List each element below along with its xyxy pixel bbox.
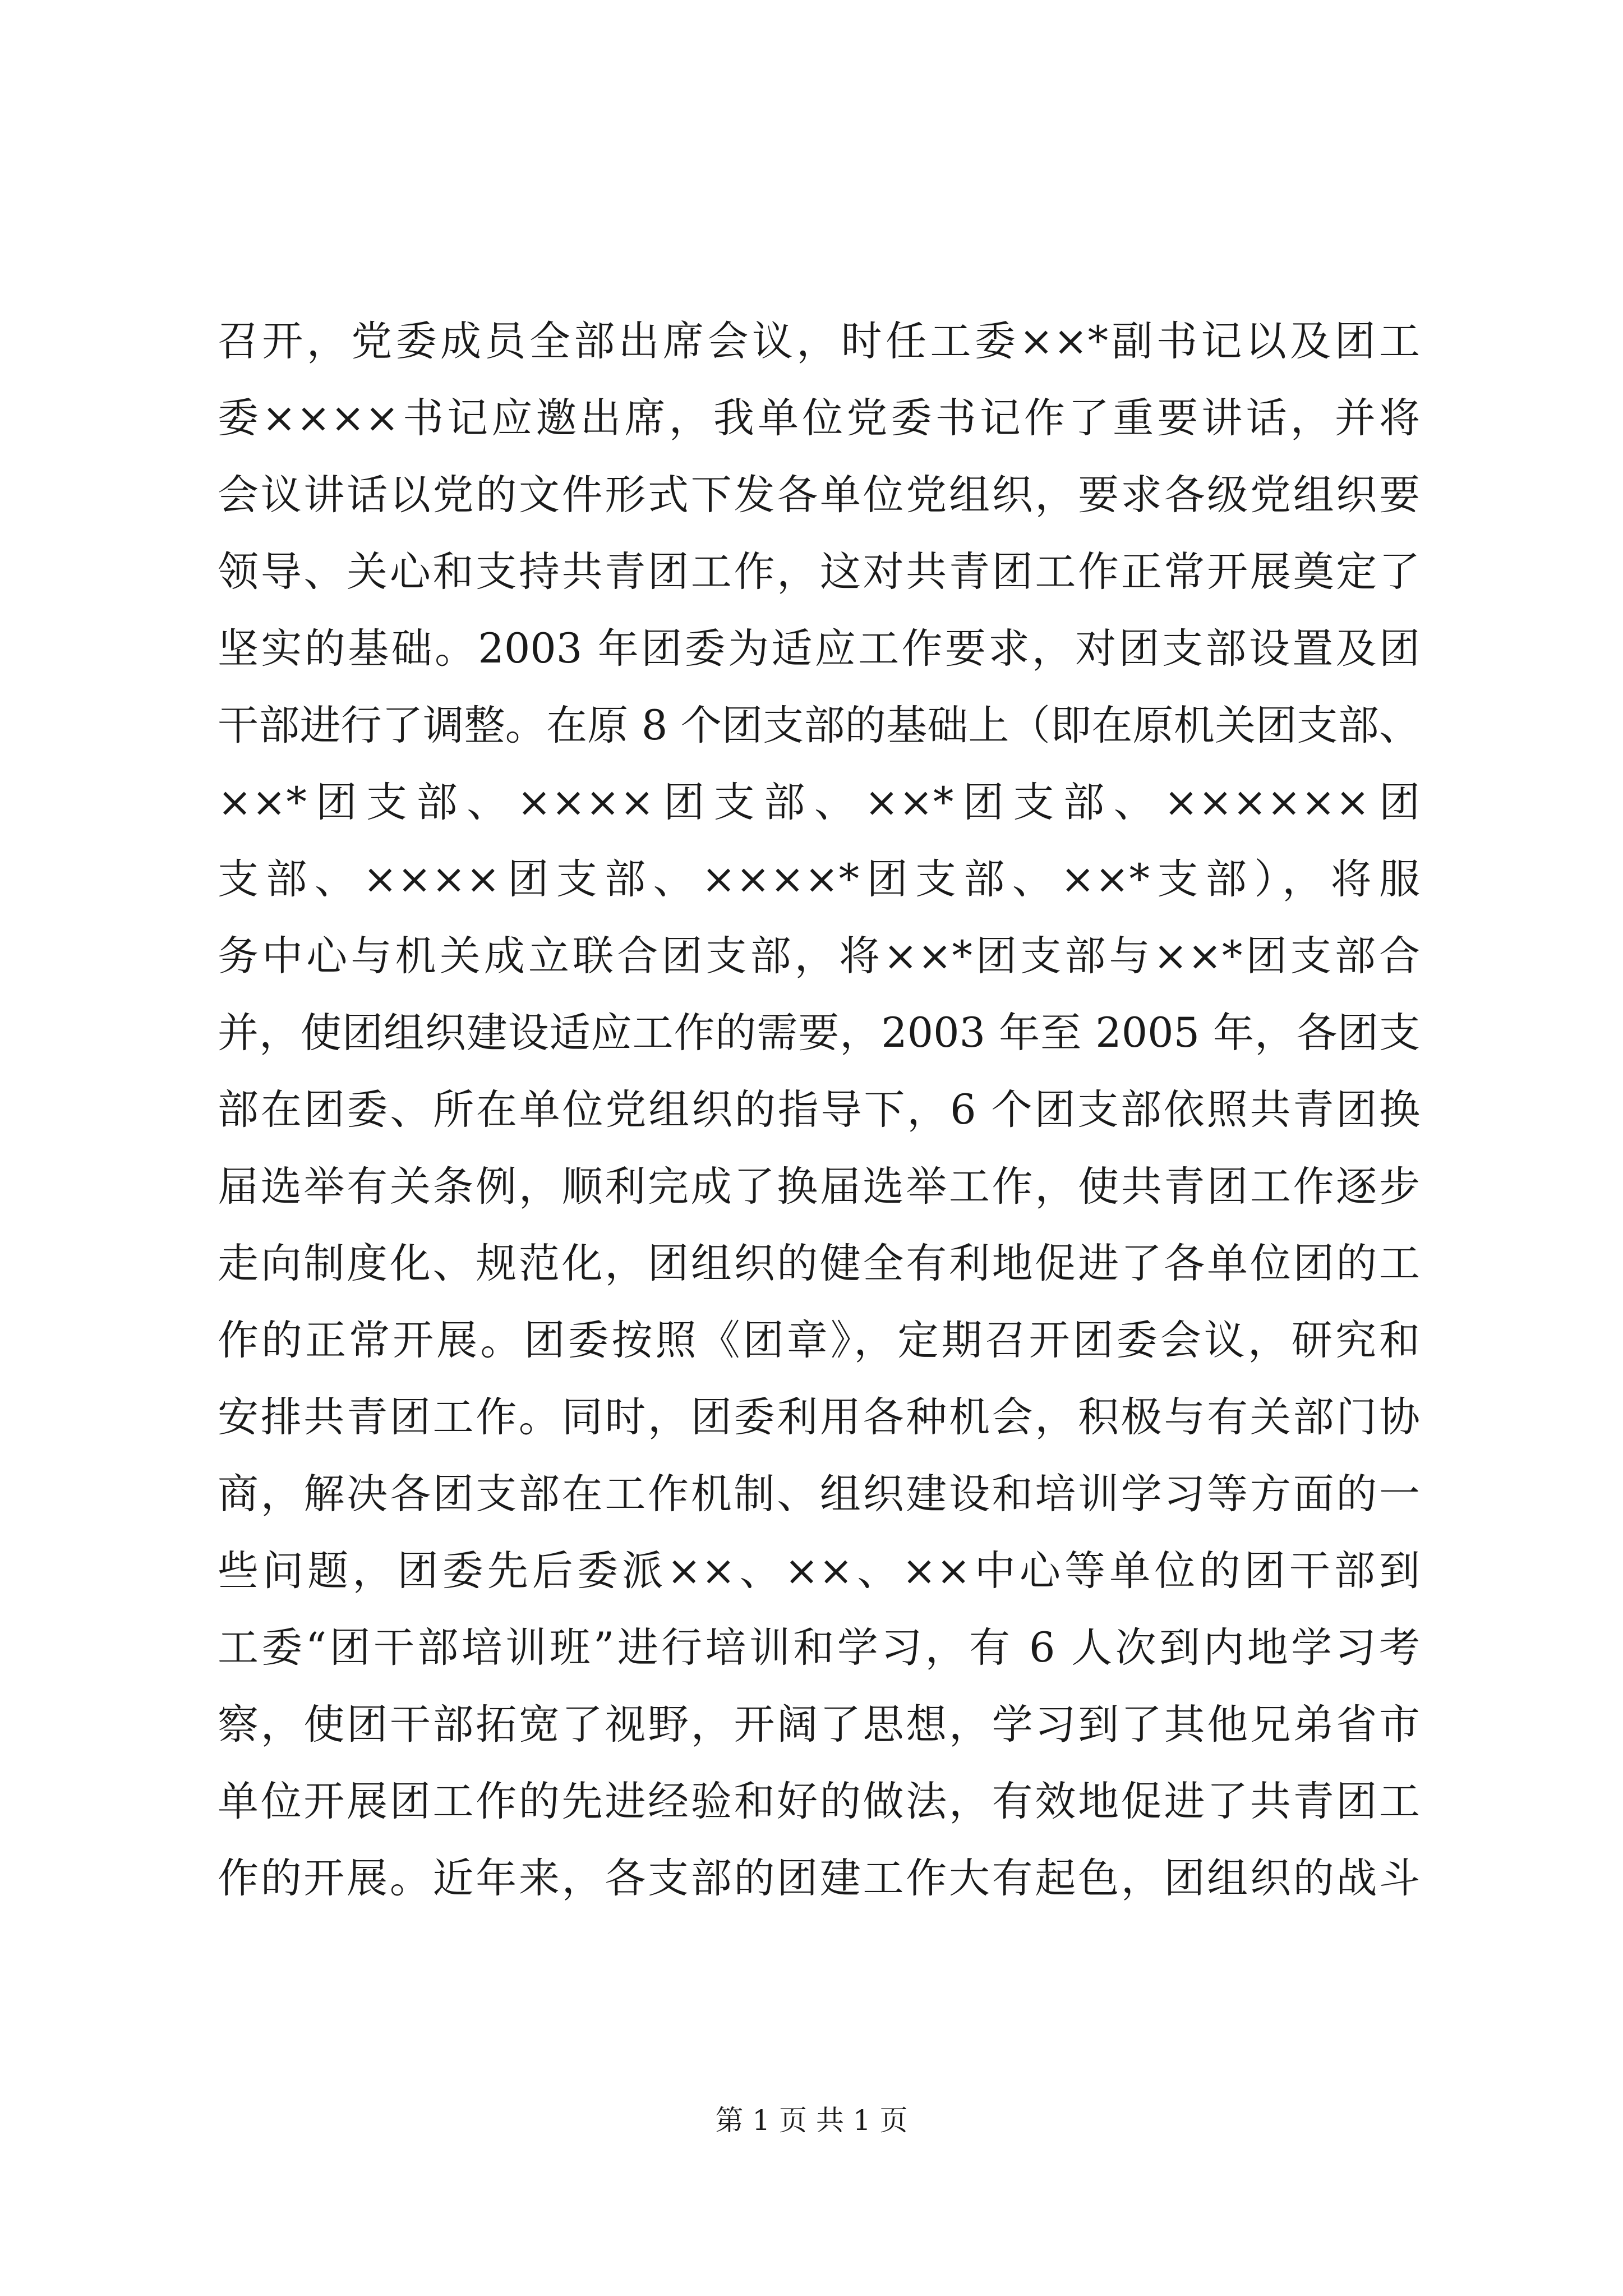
text-line: 会议讲话以党的文件形式下发各单位党组织，要求各级党组织要 — [218, 471, 1420, 519]
text-line: 支部、××××团支部、××××*团支部、××*支部），将服 — [218, 855, 1420, 903]
text-line: 并，使团组织建设适应工作的需要，2003 年至 2005 年，各团支 — [218, 1009, 1420, 1057]
text-line: 部在团委、所在单位党组织的指导下，6 个团支部依照共青团换 — [218, 1086, 1420, 1134]
text-line: 单位开展团工作的先进经验和好的做法，有效地促进了共青团工 — [218, 1778, 1420, 1825]
text-line: 些问题，团委先后委派××、××、××中心等单位的团干部到 — [218, 1547, 1420, 1595]
text-line: 安排共青团工作。同时，团委利用各种机会，积极与有关部门协 — [218, 1393, 1420, 1441]
text-line: 作的正常开展。团委按照《团章》，定期召开团委会议，研究和 — [218, 1317, 1420, 1364]
text-line: 工委“团干部培训班”进行培训和学习，有 6 人次到内地学习考 — [218, 1624, 1420, 1672]
body-paragraph — [218, 303, 1420, 1917]
text-line: 领导、关心和支持共青团工作，这对共青团工作正常开展奠定了 — [218, 548, 1420, 596]
text-line: 召开，党委成员全部出席会议，时任工委××*副书记以及团工 — [218, 318, 1420, 365]
page-number-footer: 第 1 页 共 1 页 — [715, 2104, 908, 2137]
text-line: 商，解决各团支部在工作机制、组织建设和培训学习等方面的一 — [218, 1470, 1420, 1518]
text-line: 走向制度化、规范化，团组织的健全有利地促进了各单位团的工 — [218, 1240, 1420, 1287]
text-line: 坚实的基础。2003 年团委为适应工作要求，对团支部设置及团 — [218, 625, 1420, 673]
text-line: 作的开展。近年来，各支部的团建工作大有起色，团组织的战斗 — [218, 1855, 1420, 1902]
text-line: 干部进行了调整。在原 8 个团支部的基础上（即在原机关团支部、 — [218, 702, 1420, 749]
text-line: 委××××书记应邀出席，我单位党委书记作了重要讲话，并将 — [218, 394, 1420, 442]
text-line: 届选举有关条例，顺利完成了换届选举工作，使共青团工作逐步 — [218, 1163, 1420, 1211]
text-line: 务中心与机关成立联合团支部，将××*团支部与××*团支部合 — [218, 932, 1420, 980]
text-line: 察，使团干部拓宽了视野，开阔了思想，学习到了其他兄弟省市 — [218, 1701, 1420, 1749]
text-line: ××*团支部、××××团支部、××*团支部、××××××团 — [218, 779, 1420, 826]
